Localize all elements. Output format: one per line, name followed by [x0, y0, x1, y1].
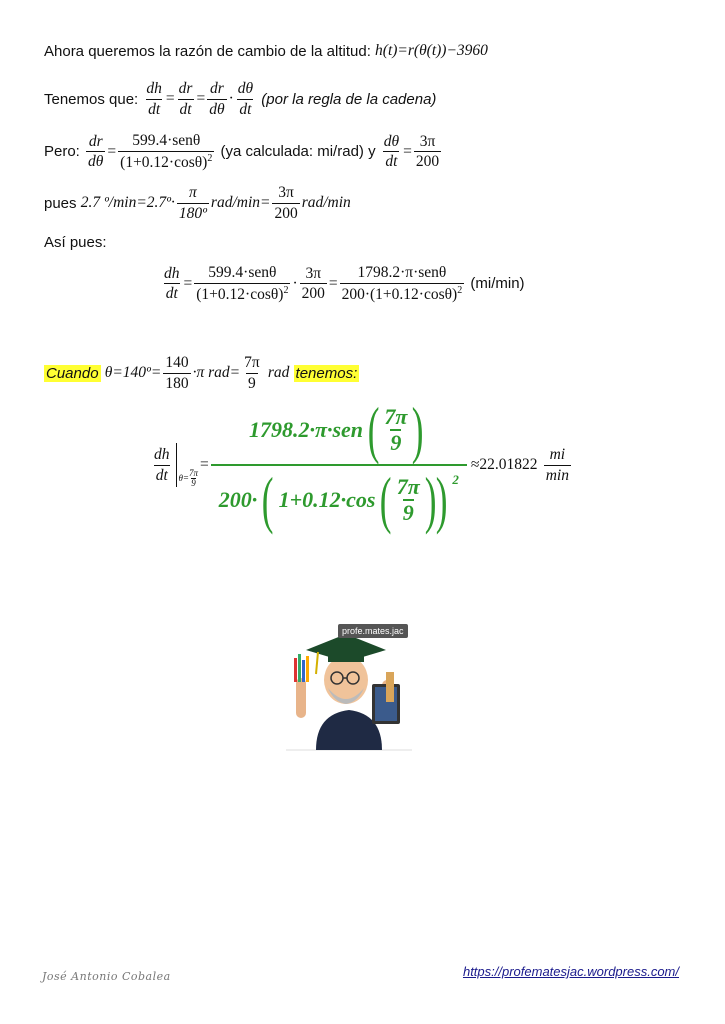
dr-dtheta-value: $\frac{\text{599.4·senθ}}{(1+0.12\cdot\cos\theta)^2}$ — [120, 132, 213, 171]
ya-calculada-note: (ya calculada: mi/rad) y — [220, 143, 376, 161]
derivation-frac-3: $\frac{\text{1798.2·π·senθ}}{200\cdot(1+0.12\cdot\cos\theta)^2}$ — [341, 264, 463, 303]
three-pi-over-200-fraction: $\frac{3\pi}{200}$ — [274, 184, 298, 222]
chain-rule-note: (por la regla de la cadena) — [261, 90, 437, 108]
theta-140: θ=140º= — [104, 364, 162, 382]
rad-label: rad — [267, 364, 290, 382]
asi-pues-line — [44, 234, 107, 251]
conversion-line — [44, 184, 351, 223]
tenemos-highlight: tenemos: — [295, 364, 358, 382]
dr-dtheta-line: Pero: $\frac{dr}{d\theta}$ = $\frac{\text{599.4·senθ}}{(1+0.12\cdot\cos\theta)^2}$ (ya calculada: mi/rad) y $\frac{d\theta}{dt}$ = $\frac{3\pi}{200}$ — [44, 132, 440, 171]
altitude-formula: h(t)=r(θ(t))−3960 — [375, 42, 488, 59]
big-numerator: 1798.2·π·sen ( 7π 9 ) — [248, 394, 424, 465]
evaluated-derivative: $\frac{dh}{dt}$ θ= $\frac{7\pi}{9}$ — [150, 443, 198, 488]
pi-over-180-fraction: $\frac{\pi}{\text{180º}}$ — [178, 184, 207, 222]
dtheta-dt-label: $\frac{d\theta}{dt}$ — [383, 132, 400, 171]
dr-dtheta-label: $\frac{dr}{d\theta}$ — [88, 132, 104, 171]
rad-min-units: rad/min= — [210, 194, 271, 212]
intro-line — [44, 42, 488, 60]
cuando-highlight: Cuando — [46, 364, 99, 382]
avatar-tag: profe.mates.jac — [338, 624, 408, 638]
mi-per-min-units: $\frac{mi}{\min}$ — [545, 445, 569, 484]
dh-dt-derivation: $\frac{dh}{dt}$ = $\frac{\text{599.4·senθ}}{(1+0.12\cdot\cos\theta)^2}$ · $\frac{3\pi}{200}$ = $\frac{\text{1798.2·π·senθ}}{200\cdot(1+0.12\cdot\cos\theta)^2}$ (mi/min) — [164, 264, 525, 303]
big-green-fraction — [211, 394, 467, 535]
seven-pi-over-9-fraction: $\frac{7\pi}{9}$ — [244, 354, 260, 392]
approx-value: ≈22.01822 — [470, 456, 538, 473]
dh-dt-fraction: $\frac{dh}{dt}$ — [146, 80, 162, 118]
chain-rule-prefix: Tenemos que: — [44, 90, 139, 108]
140-over-180-fraction: $\frac{140}{180}$ — [165, 354, 189, 392]
derivation-frac-2: $\frac{3\pi}{200}$ — [301, 264, 325, 303]
intro-text: Ahora queremos la razón de cambio de la altitud: — [44, 42, 371, 60]
rad-min-units-2: rad/min — [301, 194, 351, 212]
derivation-frac-1: $\frac{\text{599.4·senθ}}{(1+0.12\cdot\cos\theta)^2}$ — [196, 264, 289, 303]
degree-rate: 2.7 º/min=2.7º· — [80, 194, 175, 212]
teacher-avatar-image — [286, 618, 412, 754]
cuando-line — [44, 354, 359, 393]
author-signature: José Antonio Cobalea — [42, 970, 171, 983]
pi-rad: ·π rad= — [192, 364, 241, 382]
mi-min-units: (mi/min) — [470, 275, 525, 293]
dr-dt-fraction: $\frac{dr}{dt}$ — [178, 80, 193, 118]
pues-prefix: pues — [44, 194, 77, 212]
final-result: $\frac{dh}{dt}$ θ= $\frac{7\pi}{9}$ = 1798.2·π·sen ( 7π 9 ) 200· ( 1+0.12·cos ( 7π 9 ) ) 2 ≈22.01822 $\frac{mi}{\min}$ — [150, 398, 573, 532]
dtheta-dt-fraction: $\frac{d\theta}{dt}$ — [237, 80, 254, 118]
pero-prefix: Pero: — [44, 143, 80, 161]
dr-dtheta-fraction: $\frac{dr}{d\theta}$ — [209, 80, 225, 118]
dtheta-dt-value: $\frac{3\pi}{200}$ — [415, 132, 440, 171]
blog-link[interactable]: https://profematesjac.wordpress.com/ — [462, 964, 679, 979]
big-denominator: 200· ( 1+0.12·cos ( 7π 9 ) ) 2 — [211, 464, 467, 532]
chain-rule-line: Tenemos que: $\frac{dh}{dt}$ = $\frac{dr}{dt}$ = $\frac{dr}{d\theta}$ · $\frac{d\theta}{dt}$ (por la regla de la cadena) — [44, 80, 437, 118]
asi-pues-text: Así pues: — [44, 234, 107, 251]
